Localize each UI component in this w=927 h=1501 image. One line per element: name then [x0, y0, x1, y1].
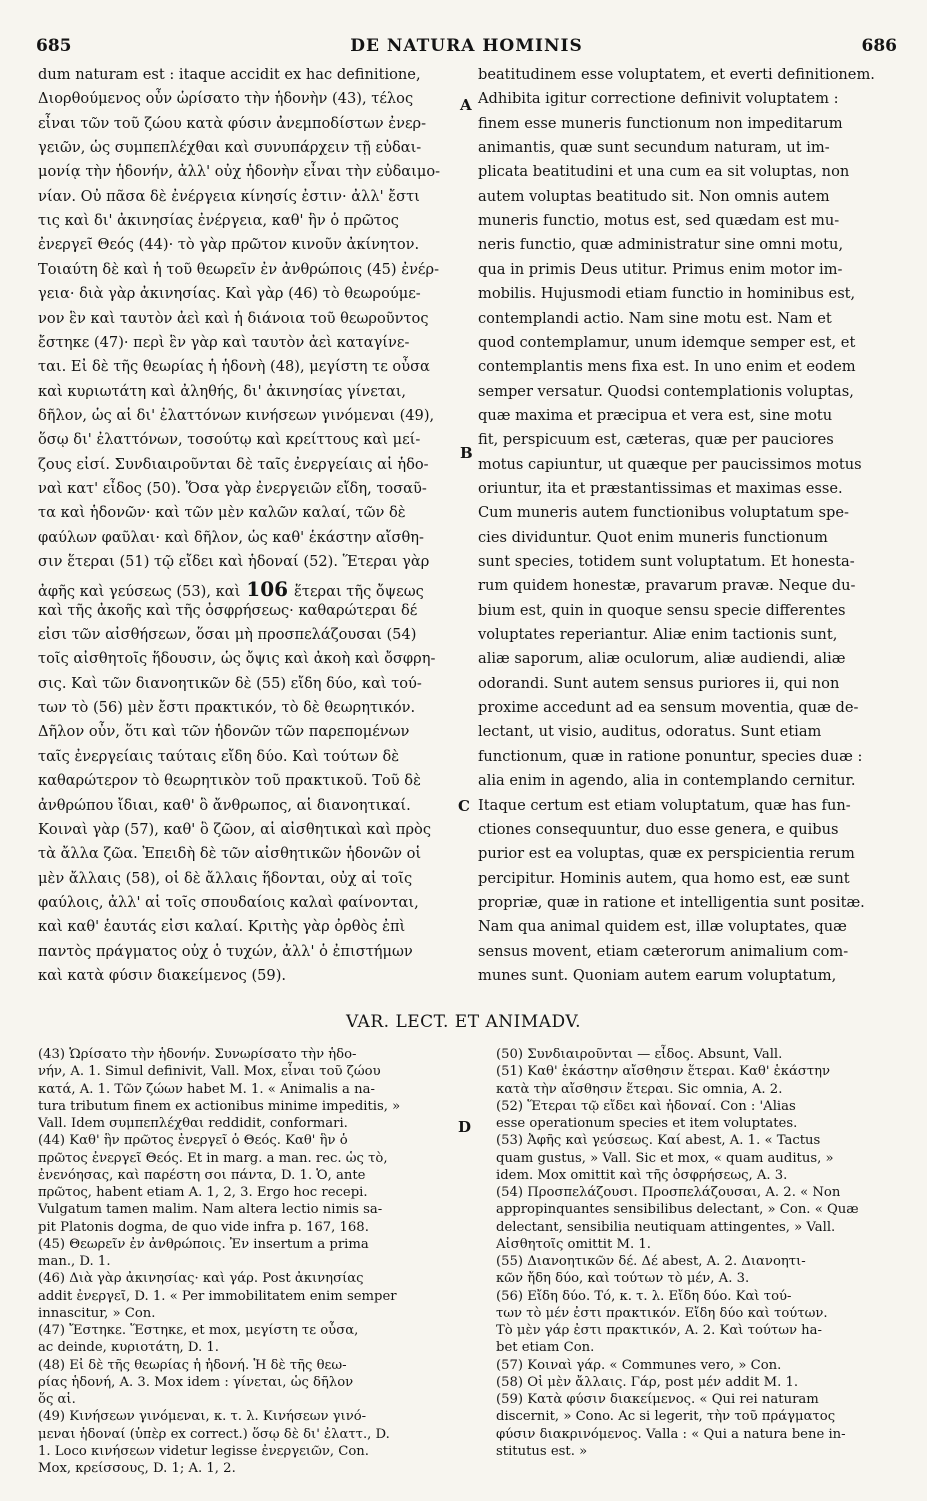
greek-line: ὅσῳ δι' ἐλαττόνων, τοσούτῳ καὶ κρείττους καὶ μεί-: [38, 431, 421, 449]
note-left-line: (45) Θεωρεῖν ἐν ἀνθρώποις. Ἐν insertum a prima: [38, 1236, 369, 1252]
running-header: [36, 36, 897, 58]
greek-line: σιν ἕτεραι (51) τῷ εἴδει καὶ ἡδοναί (52). Ἕτεραι γὰρ: [38, 553, 430, 570]
note-right-line: κατὰ τὴν αἴσθησιν ἕτεραι. Sic omnia, A. 2.: [496, 1081, 783, 1097]
note-left-line: Vulgatum tamen malim. Nam altera lectio nimis sa-: [38, 1202, 383, 1218]
note-left-line: (49) Κινήσεων γινόμεναι, κ. τ. λ. Κινήσεων γινό-: [38, 1409, 367, 1425]
note-left-line: ἐνενόησας, καὶ παρέστη σοι πάντα, D. 1. Ὁ, ante: [38, 1167, 366, 1183]
latin-line: fit, perspicuum est, cæteras, quæ per pauciores: [478, 431, 834, 449]
note-left-line: (47) Ἔστηκε. Ἕστηκε, et mox, μεγίστη τε οὖσα,: [38, 1323, 359, 1338]
greek-line-text: ἀφῆς καὶ γεύσεως (53), καὶ: [38, 583, 241, 601]
greek-line: παντὸς πράγματος οὐχ ὁ τυχών, ἀλλ' ὁ ἐπιστήμων: [38, 942, 413, 960]
note-left-line: innascitur, » Con.: [38, 1305, 156, 1321]
note-right-line: (59) Κατὰ φύσιν διακείμενος. « Qui rei naturam: [496, 1392, 819, 1407]
note-left-line: addit ἐνεργεῖ, D. 1. « Per immobilitatem enim semper: [38, 1288, 397, 1304]
latin-line: bium est, quin in quoque sensu specie differentes: [478, 601, 846, 619]
greek-line: εἶναι τῶν τοῦ ζώου κατὰ φύσιν ἀνεμποδίστων ἐνερ-: [38, 114, 427, 132]
greek-line: [38, 577, 424, 601]
note-left-line: man., D. 1.: [38, 1254, 111, 1269]
note-right-line: (53) Ἀφῆς καὶ γεύσεως. Καί abest, A. 1. « Tactus: [496, 1133, 821, 1149]
latin-line: qua in primis Deus utitur. Primus enim motor im-: [478, 260, 843, 278]
latin-line: alia enim in agendo, alia in contemplando cernitur.: [478, 772, 856, 790]
greek-line: ζους εἰσί. Συνδιαιροῦνται δὲ ταῖς ἐνεργείαις αἱ ἡδο-: [38, 455, 429, 473]
latin-line: sensus movent, etiam cæterorum animalium com-: [478, 942, 849, 960]
latin-line: animantis, quæ sunt secundum naturam, ut im-: [478, 139, 830, 157]
greek-line: Διορθούμενος οὖν ὡρίσατο τὴν ἡδονὴν (43), τέλος: [38, 90, 414, 108]
latin-line: munes sunt. Quoniam autem earum voluptatum,: [478, 966, 837, 984]
greek-line: Κοιναὶ γὰρ (57), καθ' ὃ ζῶον, αἱ αἰσθητικαὶ καὶ πρὸς: [38, 820, 431, 838]
note-right-line: delectant, sensibilia neutiquam attingentes, » Vall.: [496, 1219, 836, 1235]
greek-line-text: ἕτεραι τῆς ὄψεως: [294, 583, 424, 601]
latin-line: functionum, quæ in ratione ponuntur, species duæ :: [478, 747, 863, 765]
note-right-line: (54) Προσπελάζουσι. Προσπελάζουσαι, A. 2. « Non: [496, 1185, 841, 1200]
latin-line: neris functio, quæ administratur sine omni motu,: [478, 236, 844, 254]
latin-line: cies dividuntur. Quot enim muneris functionum: [478, 528, 828, 546]
latin-line: contemplantis mens fixa est. In uno enim et eodem: [478, 358, 856, 376]
greek-line: σις. Καὶ τῶν διανοητικῶν δὲ (55) εἴδη δύο, καὶ τού-: [38, 674, 422, 692]
greek-line: φαύλων φαῦλαι· καὶ δῆλον, ὡς καθ' ἑκάστην αἴσθη-: [38, 528, 424, 546]
note-left-line: (48) Εἰ δὲ τῆς θεωρίας ἡ ἡδονή. Ἡ δὲ τῆς θεω-: [38, 1357, 347, 1373]
page-number-left: 685: [36, 36, 72, 56]
note-right-line: bet etiam Con.: [496, 1340, 595, 1356]
latin-line: mobilis. Hujusmodi etiam functio in hominibus est,: [478, 285, 856, 303]
greek-line: τοῖς αἰσθητοῖς ἥδουσιν, ὡς ὄψις καὶ ἀκοὴ καὶ ὄσφρη-: [38, 650, 436, 668]
latin-line: lectant, ut visio, auditus, odoratus. Sunt etiam: [478, 723, 822, 741]
note-right-line: Αἰσθητοῖς omittit M. 1.: [496, 1236, 651, 1252]
note-right-line: discernit, » Cono. Ac si legerit, τὴν τοῦ πράγματος: [496, 1409, 836, 1425]
greek-line: γεια· διὰ γὰρ ἀκινησίας. Καὶ γὰρ (46) τὸ θεωρούμε-: [38, 285, 421, 303]
latin-line: oriuntur, ita et præstantissimas et maximas esse.: [478, 479, 843, 497]
latin-line: autem voluptas beatitudo sit. Non omnis autem: [478, 187, 830, 205]
latin-line: voluptates reperiantur. Aliæ enim tactionis sunt,: [478, 626, 838, 644]
greek-line: ἔστηκε (47)· περὶ ἓν γὰρ καὶ ταυτὸν ἀεὶ καταγίνε-: [38, 333, 410, 351]
note-left-line: νήν, A. 1. Simul definivit, Vall. Mox, εἶναι τοῦ ζώου: [38, 1064, 381, 1080]
note-right-line: idem. Mox omittit καὶ τῆς ὀσφρήσεως, A. 3.: [496, 1167, 788, 1183]
latin-line: propriæ, quæ in ratione et intelligentia sunt positæ.: [478, 893, 865, 911]
note-right-line: (56) Εἴδη δύο. Τό, κ. τ. λ. Εἴδη δύο. Καὶ τού-: [496, 1288, 792, 1304]
note-right-line: quam gustus, » Vall. Sic et mox, « quam auditus, »: [496, 1150, 834, 1166]
greek-line: καὶ κυριωτάτη καὶ ἀληθής, δι' ἀκινησίας γίνεται,: [38, 382, 407, 400]
greek-line: εἰσι τῶν αἰσθήσεων, ὅσαι μὴ προσπελάζουσαι (54): [38, 626, 417, 644]
note-left-line: (46) Διὰ γὰρ ἀκινησίας· καὶ γάρ. Post ἀκινησίας: [38, 1271, 364, 1287]
greek-line: γειῶν, ὡς συμπεπλέχθαι καὶ συνυπάρχειν τῇ εὐδαι-: [38, 139, 422, 157]
latin-line: beatitudinem esse voluptatem, et everti definitionem.: [478, 66, 875, 83]
note-left-line: ὅς αἱ.: [38, 1392, 76, 1407]
greek-line: καὶ κατὰ φύσιν διακείμενος (59).: [38, 966, 287, 984]
latin-line: Nam qua animal quidem est, illæ voluptates, quæ: [478, 918, 847, 936]
note-left-line: πρῶτος ἐνεργεῖ Θεός. Et in marg. a man. rec. ὡς τὸ,: [38, 1150, 388, 1166]
latin-line: sunt species, totidem sunt voluptatum. Et honesta-: [478, 553, 855, 570]
greek-line: ἐνεργεῖ Θεός (44)· τὸ γὰρ πρῶτον κινοῦν ἀκίνητον.: [38, 236, 420, 254]
margin-marker-d: D: [458, 1118, 472, 1136]
note-left-line: Mox, κρείσσους, D. 1; A. 1, 2.: [38, 1461, 236, 1476]
greek-line: Τοιαύτη δὲ καὶ ἡ τοῦ θεωρεῖν ἐν ἀνθρώποις (45) ἐνέρ-: [38, 260, 440, 278]
latin-line: purior est ea voluptas, quæ ex perspicientia rerum: [478, 845, 855, 863]
note-right-line: κῶν ἤδη δύο, καὶ τούτων τὸ μέν, A. 3.: [496, 1271, 750, 1287]
note-left-line: πρῶτος, habent etiam A. 1, 2, 3. Ergo hoc recepi.: [38, 1185, 368, 1200]
note-right-line: (57) Κοιναὶ γάρ. « Communes vero, » Con.: [496, 1357, 782, 1373]
latin-line: quod contemplamur, unum idemque semper est, et: [478, 333, 856, 351]
greek-line: φαύλοις, ἀλλ' αἱ τοῖς σπουδαίοις καλαὶ φαίνονται,: [38, 893, 419, 911]
greek-line: Δῆλον οὖν, ὅτι καὶ τῶν ἡδονῶν τῶν παρεπομένων: [38, 723, 410, 741]
latin-line: quæ maxima et præcipua et vera est, sine motu: [478, 406, 833, 424]
greek-line: καθαρώτερον τὸ θεωρητικὸν τοῦ πρακτικοῦ. Τοῦ δὲ: [38, 772, 421, 790]
note-right-line: των τὸ μέν ἐστι πρακτικόν. Εἴδη δύο καὶ τούτων.: [496, 1305, 828, 1321]
note-left-line: (43) Ὡρίσατο τὴν ἡδονήν. Συνωρίσατο τὴν ἡδο-: [38, 1047, 357, 1062]
latin-line: muneris functio, motus est, sed quædam est mu-: [478, 212, 840, 230]
latin-line: semper versatur. Quodsi contemplationis voluptas,: [478, 382, 854, 400]
latin-line: odorandi. Sunt autem sensus puriores ii, qui non: [478, 674, 840, 692]
greek-line: τὰ ἄλλα ζῶα. Ἐπειδὴ δὲ τῶν αἰσθητικῶν ἡδονῶν οἱ: [38, 845, 422, 863]
greek-line: νον ἓν καὶ ταυτὸν ἀεὶ καὶ ἡ διάνοια τοῦ θεωροῦντος: [38, 309, 429, 327]
latin-line: contemplandi actio. Nam sine motu est. Nam et: [478, 309, 832, 327]
note-left-line: μεναι ἡδοναί (ὑπὲρ ex correct.) ὅσῳ δὲ δι' ἐλαττ., D.: [38, 1426, 390, 1442]
greek-line: νίαν. Οὐ πᾶσα δὲ ἐνέργεια κίνησίς ἐστιν· ἀλλ' ἔστι: [38, 187, 420, 205]
greek-line: ται. Εἰ δὲ τῆς θεωρίας ἡ ἡδονὴ (48), μεγίστη τε οὖσα: [38, 358, 430, 376]
inline-page-number: 106: [246, 577, 289, 602]
latin-line: proxime accedunt ad ea sensum moventia, quæ de-: [478, 699, 859, 717]
greek-line: ναὶ κατ' εἶδος (50). Ὅσα γὰρ ἐνεργειῶν εἴδη, τοσαῦ-: [38, 479, 427, 497]
section-title: VAR. LECT. ET ANIMADV.: [345, 1012, 582, 1032]
note-left-line: 1. Loco κινήσεων videtur legisse ἐνεργειῶν, Con.: [38, 1443, 369, 1459]
greek-line: καὶ καθ' ἑαυτάς εἰσι καλαί. Κριτὴς γὰρ ὀρθὸς ἐπὶ: [38, 918, 406, 936]
note-left-line: ac deinde, κυριοτάτη, D. 1.: [38, 1340, 219, 1356]
latin-line: rum quidem honestæ, pravarum pravæ. Neque du-: [478, 577, 856, 595]
note-right-line: appropinquantes sensibilibus delectant, » Con. « Quæ: [496, 1202, 859, 1218]
note-left-line: κατά, A. 1. Τῶν ζώων habet M. 1. « Animalis a na-: [38, 1081, 375, 1097]
note-right-line: φύσιν διακρινόμενος. Valla : « Qui a natura bene in-: [496, 1426, 846, 1442]
margin-marker-b: B: [460, 444, 473, 462]
note-right-line: esse operationum species et item voluptates.: [496, 1116, 798, 1131]
greek-line: τα καὶ ἡδονῶν· καὶ τῶν μὲν καλῶν καλαί, τῶν δὲ: [38, 504, 406, 522]
note-right-line: (50) Συνδιαιροῦνται — εἶδος. Absunt, Vall.: [496, 1047, 783, 1062]
greek-line: μονίᾳ τὴν ἡδονήν, ἀλλ' οὐχ ἡδονὴν εἶναι τὴν εὐδαιμο-: [38, 163, 441, 181]
note-left-line: tura tributum finem ex actionibus minime impeditis, »: [38, 1098, 401, 1114]
greek-line: δῆλον, ὡς αἱ δι' ἐλαττόνων κινήσεων γινόμεναι (49),: [38, 406, 435, 424]
page-number-right: 686: [861, 36, 897, 56]
note-right-line: (55) Διανοητικῶν δέ. Δέ abest, A. 2. Διανοητι-: [496, 1254, 806, 1269]
note-right-line: stitutus est. »: [496, 1443, 588, 1459]
greek-line: μὲν ἄλλαις (58), οἱ δὲ ἄλλαις ἥδονται, οὐχ αἱ τοῖς: [38, 869, 413, 887]
running-title: DE NATURA HOMINIS: [350, 36, 583, 56]
greek-line: των τὸ (56) μὲν ἔστι πρακτικόν, τὸ δὲ θεωρητικόν.: [38, 699, 416, 717]
latin-line: motus capiuntur, ut quæque per paucissimos motus: [478, 455, 862, 473]
note-right-line: (52) Ἕτεραι τῷ εἴδει καὶ ἡδοναί. Con : 'Alias: [496, 1098, 796, 1114]
note-right-line: (51) Καθ' ἑκάστην αἴσθησιν ἕτεραι. Καθ' ἑκάστην: [496, 1064, 831, 1080]
greek-line: καὶ τῆς ἀκοῆς καὶ τῆς ὀσφρήσεως· καθαρώτεραι δέ: [38, 601, 418, 619]
greek-line: τις καὶ δι' ἀκινησίας ἐνέργεια, καθ' ἣν ὁ πρῶτος: [38, 212, 399, 230]
note-left-line: (44) Καθ' ἣν πρῶτος ἐνεργεῖ ὁ Θεός. Καθ' ἣν ὁ: [38, 1133, 348, 1149]
greek-line: ἀνθρώπου ἴδιαι, καθ' ὃ ἄνθρωπος, αἱ διανοητικαί.: [38, 796, 411, 814]
greek-line: ταῖς ἐνεργείαις ταύταις εἴδη δύο. Καὶ τούτων δὲ: [38, 747, 400, 765]
note-left-line: pit Platonis dogma, de quo vide infra p. 167, 168.: [38, 1219, 369, 1235]
latin-line: percipitur. Hominis autem, qua homo est, eæ sunt: [478, 869, 850, 887]
note-left-line: Vall. Idem συμπεπλέχθαι reddidit, conformari.: [38, 1116, 348, 1131]
latin-line: Adhibita igitur correctione definivit voluptatem :: [478, 90, 839, 108]
greek-line: dum naturam est : itaque accidit ex hac definitione,: [38, 66, 421, 83]
latin-line: Itaque certum est etiam voluptatum, quæ has fun-: [478, 796, 851, 814]
latin-line: finem esse muneris functionum non impeditarum: [478, 114, 843, 132]
latin-line: plicata beatitudini et una cum ea sit voluptas, non: [478, 163, 850, 181]
note-left-line: ρίας ἡδονή, A. 3. Mox idem : γίνεται, ὡς δῆλον: [38, 1374, 354, 1390]
note-right-line: Τὸ μὲν γάρ ἐστι πρακτικόν, A. 2. Καὶ τούτων ha-: [496, 1323, 822, 1338]
latin-line: ctiones consequuntur, duo esse genera, e quibus: [478, 820, 839, 838]
margin-marker-c: C: [458, 797, 470, 815]
note-right-line: (58) Οἱ μὲν ἄλλαις. Γάρ, post μέν addit M. 1.: [496, 1374, 799, 1390]
latin-line: Cum muneris autem functionibus voluptatum spe-: [478, 504, 849, 522]
latin-line: aliæ saporum, aliæ oculorum, aliæ audiendi, aliæ: [478, 650, 846, 668]
margin-marker-a: A: [460, 96, 472, 114]
